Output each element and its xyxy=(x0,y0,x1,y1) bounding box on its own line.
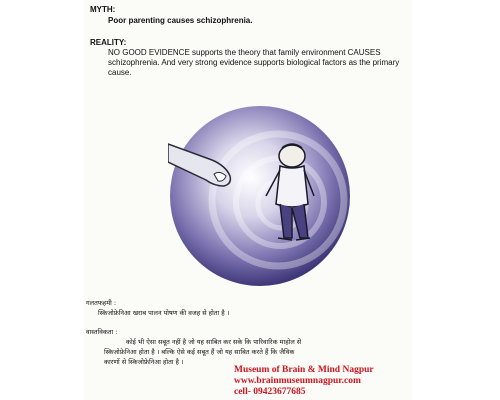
museum-name: Museum of Brain & Mind Nagpur xyxy=(234,365,374,375)
museum-watermark xyxy=(234,365,374,398)
hindi-reality-line: स्किजोफ्रेनिआ होता है । बल्कि ऐसे कई सबूत हैं जो यह साबित करते हैं कि जैविक xyxy=(104,348,295,356)
reality-statement: NO GOOD EVIDENCE supports the theory that family environment CAUSES schizophrenia. And very strong evidence supports biological factors as the primary cause. xyxy=(108,48,400,77)
hindi-reality-line: कारणों से स्किजोफ्रेनिआ होता है । xyxy=(104,358,184,366)
hindi-myth-heading: गलतफहमी : xyxy=(86,299,117,307)
hindi-reality-line: कोई भी ऐसा सबूत नहीं है जो यह साबित कर सके कि पारिवारिक माहोल से xyxy=(126,338,302,346)
museum-website: www.brainmuseumnagpur.com xyxy=(234,376,361,386)
sphere-illustration xyxy=(168,104,352,288)
myth-heading: MYTH: xyxy=(90,5,116,14)
reality-heading: REALITY: xyxy=(90,38,127,47)
museum-phone: cell- 09423677685 xyxy=(234,387,306,397)
myth-statement: Poor parenting causes schizophrenia. xyxy=(108,16,253,25)
hindi-reality-text xyxy=(104,337,404,367)
hindi-myth-text: स्किजोफ्रेनिआ खराब पालन पोषण की वजह से होता है । xyxy=(98,309,230,317)
hindi-reality-heading: वास्तविकता : xyxy=(86,328,118,336)
